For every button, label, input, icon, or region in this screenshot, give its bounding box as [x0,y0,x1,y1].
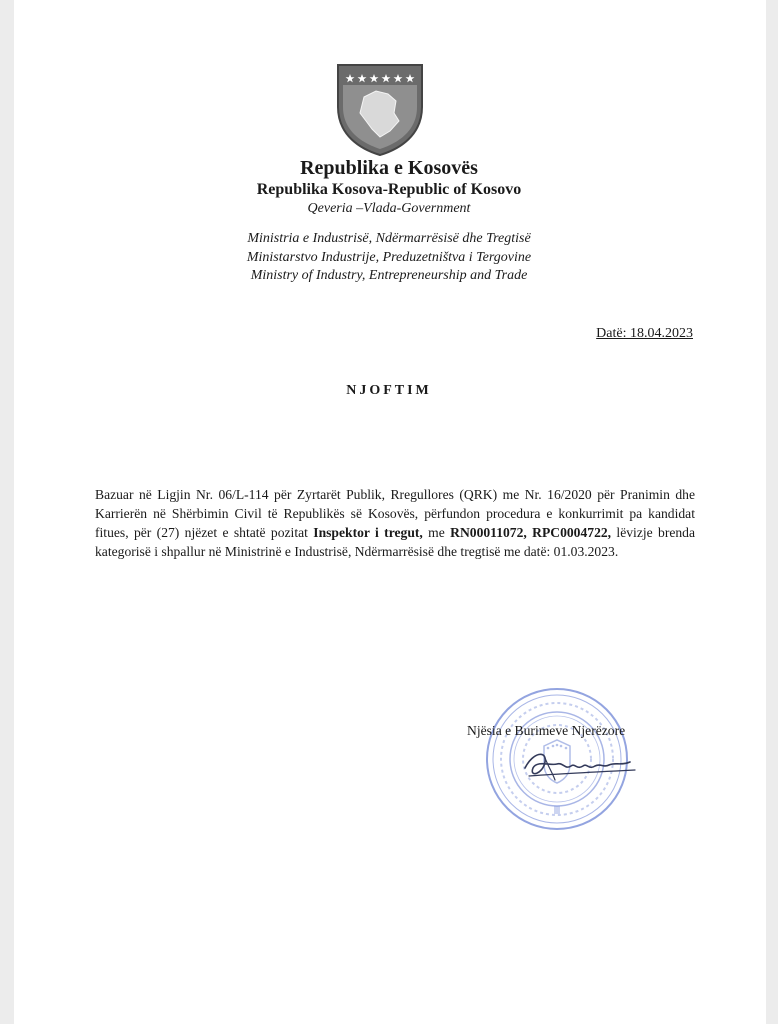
handwritten-signature [515,744,640,786]
hr-unit-label: Njësia e Burimeve Njerëzore [467,723,626,738]
notice-body [95,485,695,561]
notice-title: NJOFTIM [346,383,432,398]
government-title: Qeveria –Vlada-Government [307,201,471,216]
country-title: Republika e Kosovës [300,157,478,179]
country-multilingual: Republika Kosova-Republic of Kosovo [256,181,522,198]
ministry-name-sq: Ministria e Industrisë, Ndërmarrësisë dhe Tregtisë [247,231,531,246]
position-codes: RN00011072, RPC0004722, [450,525,612,540]
document-date: Datë: 18.04.2023 [596,326,693,341]
kosovo-coat-of-arms-icon [336,63,424,157]
ministry-name-sr: Ministarstvo Industrije, Preduzetništva i Tergovine [246,250,532,265]
ministry-name-en: Ministry of Industry, Entrepreneurship and Trade [250,268,528,283]
position-title: Inspektor i tregut, [313,525,423,540]
body-text-part-3: lëvizje brenda kategorisë i shpallur në Ministrinë e Industrisë, Ndërmarrësisë dhe tregtisë me datë: 01.03.2023. [95,525,696,559]
body-text-part-1: Bazuar në Ligjin Nr. 06/L-114 për Zyrtarët Publik, Rregullores (QRK) me Nr. 16/2020 për Pranimin dhe Karrierën në Shërbimin Civil të Republikës së Kosovës, përfundon procedura e konkurrimit pa kandidat fitues, për (27) njëzet e shtatë pozitat [95,487,695,540]
body-text-part-2: me [422,525,451,540]
